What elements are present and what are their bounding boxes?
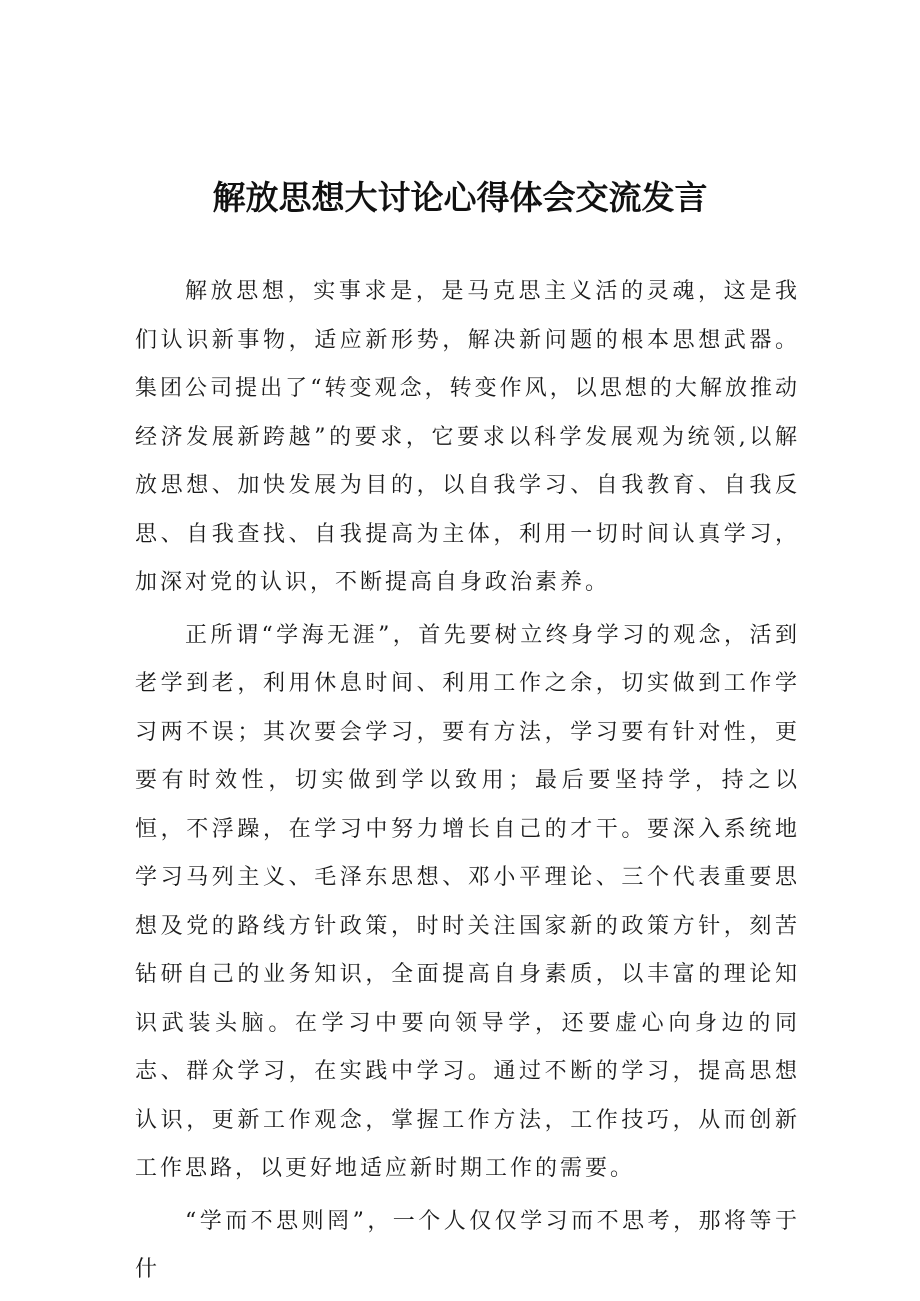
paragraph-3: “学而不思则罔”，一个人仅仅学习而不思考，那将等于什 — [135, 1208, 800, 1282]
document-title: 解放思想大讨论心得体会交流发言 — [212, 178, 708, 217]
paragraph-2: 正所谓“学海无涯”，首先要树立终身学习的观念，活到老学到老，利用休息时间、利用工作之余，切实做到工作学习两不误；其次要会学习，要有方法，学习要有针对性，更要有时效性，切实做到学以致用；最后要坚持学，持之以恒，不浮躁，在学习中努力增长自己的才干。要深入系统地学习马列主义、毛泽东思想、邓小平理论、三个代表重要思想及党的路线方针政策，时时关注国家新的政策方针，刻苦钻研自己的业务知识，全面提高自身素质，以丰富的理论知识武装头脑。在学习中要向领导学，还要虚心向身边的同志、群众学习，在实践中学习。通过不断的学习，提高思想认识，更新工作观念，掌握工作方法，工作技巧，从而创新工作思路，以更好地适应新时期工作的需要。 — [135, 622, 800, 1181]
paragraph-1: 解放思想，实事求是，是马克思主义活的灵魂，这是我们认识新事物，适应新形势，解决新问题的根本思想武器。集团公司提出了“转变观念，转变作风，以思想的大解放推动经济发展新跨越”的要求，它要求以科学发展观为统领,以解放思想、加快发展为目的，以自我学习、自我教育、自我反思、自我查找、自我提高为主体，利用一切时间认真学习，加深对党的认识，不断提高自身政治素养。 — [135, 279, 800, 595]
document-body — [135, 268, 800, 1299]
